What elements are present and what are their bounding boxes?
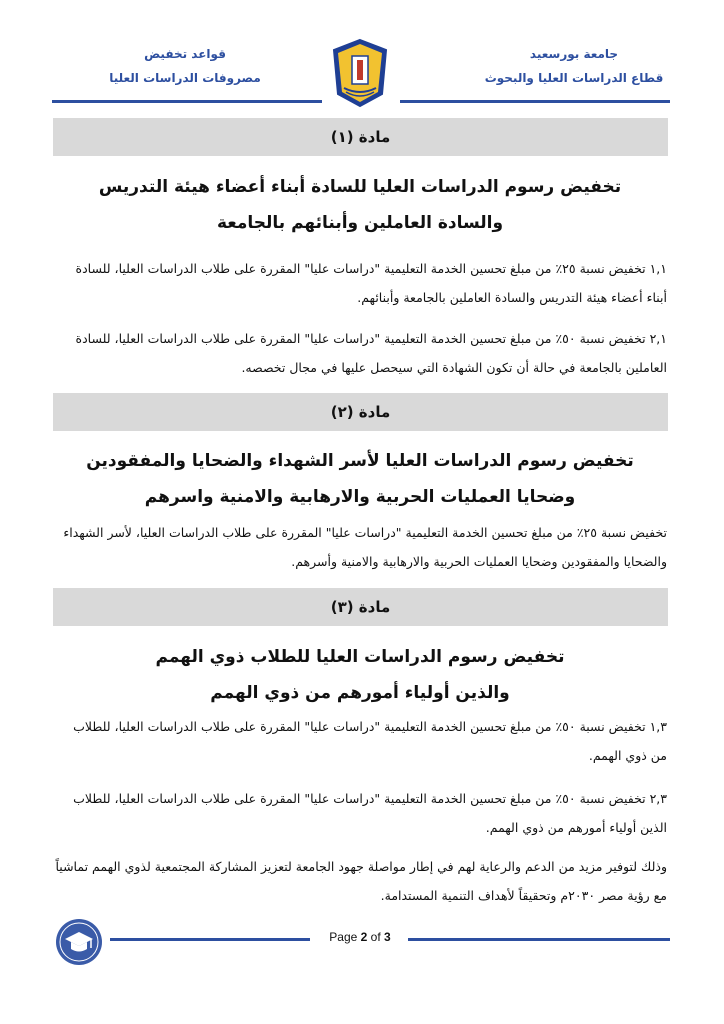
- article-1-title-bar: مادة (١): [53, 118, 668, 156]
- header-divider-right: [400, 100, 670, 103]
- article-3-paragraph-1: [55, 712, 667, 770]
- article-1-heading-line1: تخفيض رسوم الدراسات العليا للسادة أبناء أعضاء هيئة التدريس: [98, 177, 622, 197]
- header-right-block: [484, 42, 664, 90]
- university-logo-icon: [330, 38, 390, 108]
- footer-divider-right: [408, 938, 670, 941]
- article-1-paragraph-1: [55, 254, 667, 312]
- header-right-subtitle: قطاع الدراسات العليا والبحوث: [484, 71, 664, 85]
- article-1-heading-line2: والسادة العاملين وأبنائهم بالجامعة: [216, 213, 504, 233]
- paragraph-text: تخفيض نسبة ٢٥٪ من مبلغ تحسين الخدمة التعليمية "دراسات عليا" المقررة على طلاب الدراسات العليا، لأسر الشهداء والضحايا والمفقودين وضحايا العمليات الحربية والارهابية والامنية وأسرهم.: [63, 525, 667, 569]
- page-total: 3: [384, 930, 391, 944]
- page-of: of: [370, 930, 381, 944]
- page-prefix: Page: [329, 930, 358, 944]
- article-3-paragraph-3: [55, 852, 667, 910]
- article-2-paragraph-1: [55, 518, 667, 576]
- paragraph-text: وذلك لتوفير مزيد من الدعم والرعاية لهم في إطار مواصلة جهود الجامعة لتعزيز المشاركة المجتمعية لذوي الهمم تماشياً مع رؤية مصر ٢٠٣٠م وتحقيقاً لأهداف التنمية المستدامة.: [55, 859, 667, 903]
- page-current: 2: [360, 930, 368, 944]
- article-1-paragraph-2: [55, 324, 667, 382]
- header-left-block: [95, 42, 275, 90]
- paragraph-text: ١,١ تخفيض نسبة ٢٥٪ من مبلغ تحسين الخدمة التعليمية "دراسات عليا" المقررة على طلاب الدراسات العليا، للسادة أبناء أعضاء هيئة التدريس والسادة العاملين بالجامعة وأبنائهم.: [75, 261, 667, 305]
- paragraph-text: ٢,٣ تخفيض نسبة ٥٠٪ من مبلغ تحسين الخدمة التعليمية "دراسات عليا" المقررة على طلاب الدراسات العليا، للطلاب الذين أولياء أمورهم من ذوي الهمم.: [73, 791, 667, 835]
- header-divider-left: [52, 100, 322, 103]
- article-3-title-bar: مادة (٣): [53, 588, 668, 626]
- header-left-subtitle: مصروفات الدراسات العليا: [109, 71, 261, 85]
- article-3-heading-line1: تخفيض رسوم الدراسات العليا للطلاب ذوي الهمم: [155, 647, 565, 667]
- paragraph-text: ١,٣ تخفيض نسبة ٥٠٪ من مبلغ تحسين الخدمة التعليمية "دراسات عليا" المقررة على طلاب الدراسات العليا، للطلاب من ذوي الهمم.: [73, 719, 667, 763]
- page-number: [310, 930, 410, 944]
- graduation-cap-icon: [55, 918, 103, 966]
- paragraph-text: ٢,١ تخفيض نسبة ٥٠٪ من مبلغ تحسين الخدمة التعليمية "دراسات عليا" المقررة على طلاب الدراسات العليا، للسادة العاملين بالجامعة في حالة أن تكون الشهادة التي سيحصل عليها في مجال تخصصه.: [75, 331, 667, 375]
- article-2-heading-line2: وضحايا العمليات الحربية والارهابية والامنية واسرهم: [144, 487, 576, 507]
- article-2-heading-line1: تخفيض رسوم الدراسات العليا لأسر الشهداء والضحايا والمفقودين: [86, 451, 634, 471]
- article-2-title-bar: مادة (٢): [53, 393, 668, 431]
- article-3-heading-line2: والذين أولياء أمورهم من ذوي الهمم: [210, 683, 510, 703]
- article-3-paragraph-2: [55, 784, 667, 842]
- header-right-title: جامعة بورسعيد: [529, 47, 619, 61]
- header-left-title: قواعد تخفيض: [144, 47, 226, 61]
- footer-divider-left: [110, 938, 310, 941]
